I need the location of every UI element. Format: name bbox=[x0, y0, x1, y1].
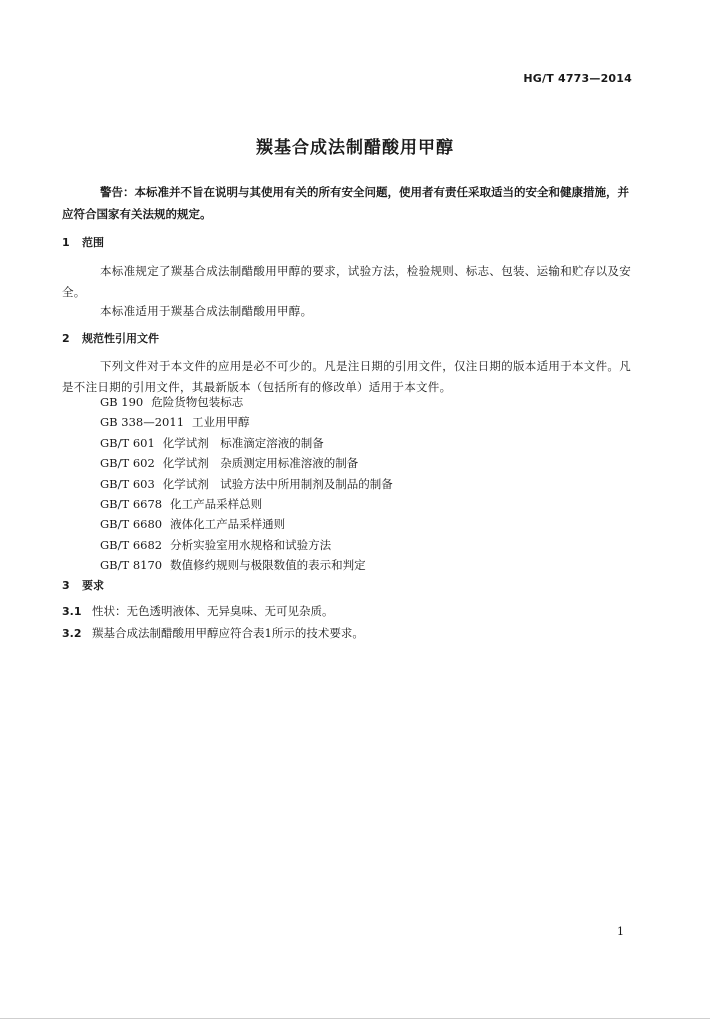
reference-title: 化学试剂 试验方法中所用制剂及制品的制备 bbox=[162, 476, 393, 491]
list-item bbox=[100, 392, 393, 412]
list-item bbox=[100, 453, 393, 473]
reference-title: 分析实验室用水规格和试验方法 bbox=[170, 537, 332, 552]
list-item bbox=[100, 555, 393, 575]
section-number: 1 bbox=[62, 236, 70, 249]
reference-code: GB/T 6680 bbox=[100, 517, 163, 532]
section-3-heading bbox=[62, 577, 104, 593]
scope-paragraph-1: 本标准规定了羰基合成法制醋酸用甲醇的要求，试验方法，检验规则、标志、包装、运输和贮存以及安全。 bbox=[62, 264, 631, 299]
page-number: 1 bbox=[617, 925, 624, 938]
section-number: 3 bbox=[62, 579, 70, 592]
list-item bbox=[100, 412, 393, 432]
reference-title: 危险货物包装标志 bbox=[151, 395, 244, 409]
clause-number: 3.1 bbox=[62, 605, 82, 618]
reference-title: 液体化工产品采样通则 bbox=[170, 517, 286, 532]
clause-3-2 bbox=[62, 625, 364, 641]
section-title: 规范性引用文件 bbox=[82, 332, 159, 345]
section-2-heading bbox=[62, 330, 159, 346]
clause-text: 羰基合成法制醋酸用甲醇应符合表1所示的技术要求。 bbox=[92, 626, 364, 640]
reference-code: GB 338—2011 bbox=[100, 415, 185, 430]
reference-code: GB/T 601 bbox=[100, 435, 155, 450]
reference-code: GB/T 602 bbox=[100, 456, 155, 471]
section-title: 范围 bbox=[82, 236, 104, 249]
bottom-divider bbox=[0, 1018, 710, 1019]
reference-title: 化学试剂 标准滴定溶液的制备 bbox=[162, 435, 324, 450]
section-1-heading bbox=[62, 234, 104, 250]
section-title: 要求 bbox=[82, 579, 104, 592]
reference-code: GB/T 603 bbox=[100, 476, 155, 491]
reference-code: GB 190 bbox=[100, 395, 144, 409]
scope-paragraph-2: 本标准适用于羰基合成法制醋酸用甲醇。 bbox=[100, 304, 313, 318]
warning-notice: 警告：本标准并不旨在说明与其使用有关的所有安全问题，使用者有责任采取适当的安全和健康措施，并应符合国家有关法规的规定。 bbox=[62, 185, 629, 221]
section-number: 2 bbox=[62, 332, 70, 345]
clause-3-1 bbox=[62, 603, 334, 619]
list-item bbox=[100, 494, 393, 514]
reference-code: GB/T 6682 bbox=[100, 537, 163, 552]
clause-number: 3.2 bbox=[62, 627, 82, 640]
list-item bbox=[100, 514, 393, 534]
reference-title: 化工产品采样总则 bbox=[170, 497, 263, 512]
reference-title: 化学试剂 杂质测定用标准溶液的制备 bbox=[162, 456, 359, 471]
clause-text: 性状：无色透明液体、无异臭味、无可见杂质。 bbox=[92, 604, 334, 618]
list-item bbox=[100, 535, 393, 555]
normative-intro: 下列文件对于本文件的应用是必不可少的。凡是注日期的引用文件，仅注日期的版本适用于本文件。凡是不注日期的引用文件，其最新版本（包括所有的修改单）适用于本文件。 bbox=[62, 359, 631, 394]
reference-title: 数值修约规则与极限数值的表示和判定 bbox=[170, 558, 366, 573]
reference-list bbox=[100, 392, 393, 576]
list-item bbox=[100, 433, 393, 453]
standard-code: HG/T 4773—2014 bbox=[523, 72, 632, 85]
reference-title: 工业用甲醇 bbox=[192, 415, 250, 430]
reference-code: GB/T 8170 bbox=[100, 558, 163, 573]
reference-code: GB/T 6678 bbox=[100, 497, 163, 512]
document-title: 羰基合成法制醋酸用甲醇 bbox=[256, 138, 454, 158]
list-item bbox=[100, 474, 393, 494]
